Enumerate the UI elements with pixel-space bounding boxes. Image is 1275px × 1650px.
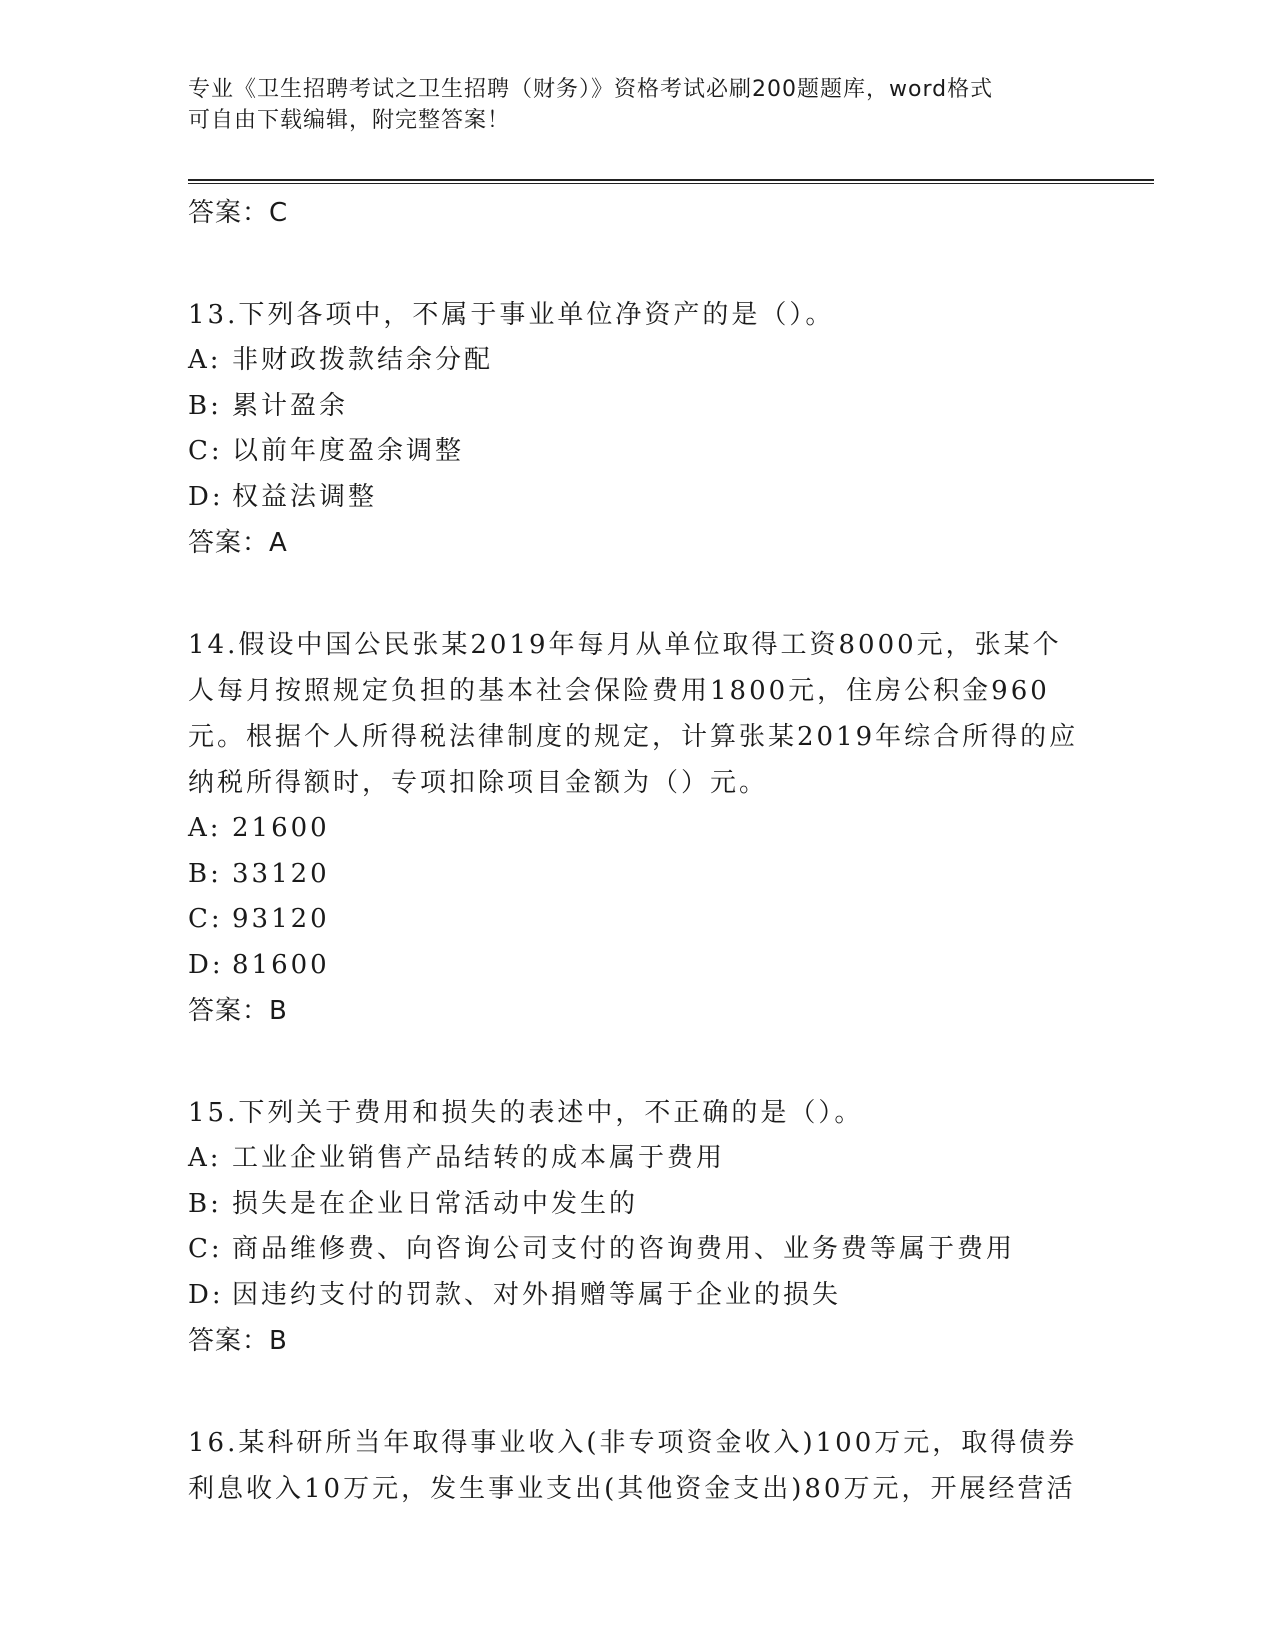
option-label: C: (188, 904, 223, 934)
option-text: 21600 (232, 813, 330, 843)
option-text: 因违约支付的罚款、对外捐赠等属于企业的损失 (232, 1279, 842, 1310)
option-text: 93120 (232, 904, 330, 934)
option-label: D: (188, 1279, 224, 1310)
option-d (188, 1273, 1088, 1319)
option-d (188, 943, 1088, 989)
answer-line: 答案：B (188, 1326, 288, 1356)
option-text: 33120 (232, 858, 330, 889)
option-label: B: (188, 1188, 222, 1219)
option-label: D: (188, 949, 224, 980)
option-label: A: (188, 345, 222, 375)
option-text: 以前年度盈余调整 (232, 436, 465, 466)
document-header (188, 74, 1068, 136)
option-label: A: (188, 1143, 222, 1173)
option-d (188, 475, 1088, 521)
question-13 (188, 292, 1088, 566)
option-text: 商品维修费、向咨询公司支付的咨询费用、业务费等属于费用 (232, 1234, 1016, 1264)
answer-line: 答案：C (188, 198, 289, 228)
option-label: A: (188, 813, 222, 843)
option-c (188, 429, 1088, 475)
option-text: 81600 (232, 949, 330, 980)
option-b (188, 1182, 1088, 1228)
option-a (188, 338, 1088, 384)
option-label: D: (188, 481, 224, 512)
option-a (188, 806, 1088, 852)
option-label: C: (188, 436, 223, 466)
option-b (188, 384, 1088, 430)
question-text: 16.某科研所当年取得事业收入(非专项资金收入)100万元，取得债券利息收入10万元，发生事业支出(其他资金支出)80万元，开展经营活 (188, 1428, 1078, 1504)
option-b (188, 852, 1088, 898)
option-c (188, 1227, 1088, 1273)
question-text: 13.下列各项中，不属于事业单位净资产的是（）。 (188, 300, 835, 330)
option-text: 权益法调整 (232, 481, 378, 512)
option-text: 损失是在企业日常活动中发生的 (232, 1188, 639, 1219)
question-16 (188, 1420, 1088, 1512)
question-15 (188, 1090, 1088, 1364)
option-text: 工业企业销售产品结转的成本属于费用 (232, 1143, 726, 1173)
header-divider-thick (188, 179, 1154, 181)
option-text: 累计盈余 (232, 390, 349, 421)
option-label: B: (188, 390, 222, 421)
option-c (188, 897, 1088, 943)
answer-line: 答案：A (188, 528, 288, 558)
header-line-2: 可自由下载编辑，附完整答案！ (188, 108, 511, 133)
answer-line: 答案：B (188, 996, 288, 1026)
question-list (188, 190, 1088, 1512)
option-a (188, 1136, 1088, 1182)
header-divider-thin (188, 183, 1154, 184)
question-text: 14.假设中国公民张某2019年每月从单位取得工资8000元，张某个人每月按照规定负担的基本社会保险费用1800元，住房公积金960元。根据个人所得税法律制度的规定，计算张某2019年综合所得的应纳税所得额时，专项扣除项目金额为（）元。 (188, 630, 1079, 798)
question-14 (188, 622, 1088, 1034)
option-label: C: (188, 1234, 223, 1264)
option-label: B: (188, 858, 222, 889)
question-text: 15.下列关于费用和损失的表述中，不正确的是（）。 (188, 1098, 864, 1128)
header-line-1: 专业《卫生招聘考试之卫生招聘（财务）》资格考试必刷200题题库，word格式 (188, 77, 994, 102)
option-text: 非财政拨款结余分配 (232, 345, 494, 375)
